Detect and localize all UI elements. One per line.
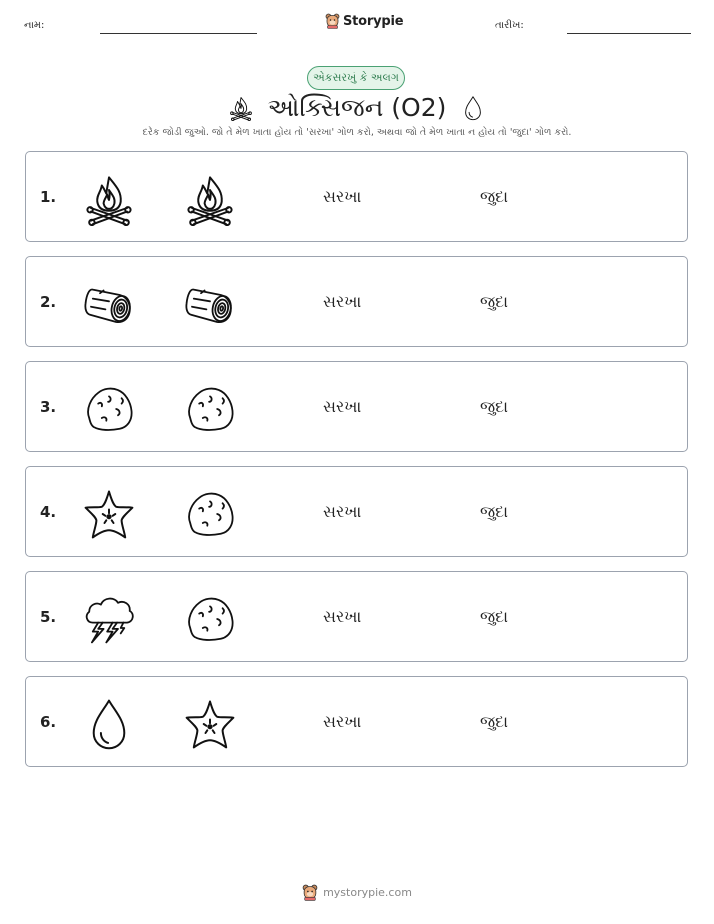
- date-label: તારીખ:: [495, 20, 524, 31]
- water-drop-icon: [460, 93, 486, 123]
- same-option[interactable]: સરખા: [323, 396, 362, 416]
- question-row: [25, 571, 688, 662]
- same-option[interactable]: સરખા: [323, 291, 362, 311]
- question-row: [25, 151, 688, 242]
- star-icon: [82, 487, 136, 541]
- question-number: 1.: [40, 187, 57, 206]
- same-option[interactable]: સરખા: [323, 711, 362, 731]
- question-row: [25, 676, 688, 767]
- rock-icon: [183, 592, 237, 646]
- different-option[interactable]: જુદા: [480, 711, 509, 731]
- campfire-icon: [82, 172, 136, 226]
- date-field-line[interactable]: [567, 33, 691, 34]
- different-option[interactable]: જુદા: [480, 501, 509, 521]
- rock-icon: [183, 487, 237, 541]
- different-option[interactable]: જુદા: [480, 186, 509, 206]
- name-label: નામ:: [24, 20, 45, 31]
- name-field-line[interactable]: [100, 33, 257, 34]
- storypie-logo: [325, 13, 403, 29]
- title-row: [0, 88, 714, 128]
- campfire-icon: [183, 172, 237, 226]
- different-option[interactable]: જુદા: [480, 291, 509, 311]
- question-number: 5.: [40, 607, 57, 626]
- question-number: 6.: [40, 712, 57, 731]
- rock-icon: [183, 382, 237, 436]
- same-option[interactable]: સરખા: [323, 501, 362, 521]
- question-row: [25, 361, 688, 452]
- campfire-icon: [228, 95, 254, 121]
- logo-text: Storypie: [343, 13, 404, 29]
- different-option[interactable]: જુદા: [480, 396, 509, 416]
- rock-icon: [82, 382, 136, 436]
- instructions-text: દરેક જોડી જુઓ. જો તે મેળ ખાતા હોય તો 'સરખા' ગોળ કરો, અથવા જો તે મેળ ખાતા ન હોય તો 'જુદા' ગોળ કરો.: [142, 127, 572, 138]
- question-number: 4.: [40, 502, 57, 521]
- page-title: ઓક્સિજન (O2): [267, 93, 447, 122]
- footer-site-link[interactable]: mystorypie.com: [323, 886, 412, 899]
- page-footer: [0, 884, 714, 901]
- water-drop-icon: [82, 697, 136, 751]
- log-icon: [183, 277, 237, 331]
- storm-cloud-icon: [82, 592, 136, 646]
- question-row: [25, 256, 688, 347]
- worksheet-header: [0, 0, 714, 45]
- question-row: [25, 466, 688, 557]
- same-option[interactable]: સરખા: [323, 186, 362, 206]
- same-option[interactable]: સરખા: [323, 606, 362, 626]
- log-icon: [82, 277, 136, 331]
- different-option[interactable]: જુદા: [480, 606, 509, 626]
- question-number: 3.: [40, 397, 57, 416]
- activity-type-badge: એકસરખું કે અલગ: [307, 66, 405, 90]
- star-icon: [183, 697, 237, 751]
- bear-mascot-icon: [325, 13, 340, 29]
- bear-mascot-icon: [302, 884, 318, 901]
- question-number: 2.: [40, 292, 57, 311]
